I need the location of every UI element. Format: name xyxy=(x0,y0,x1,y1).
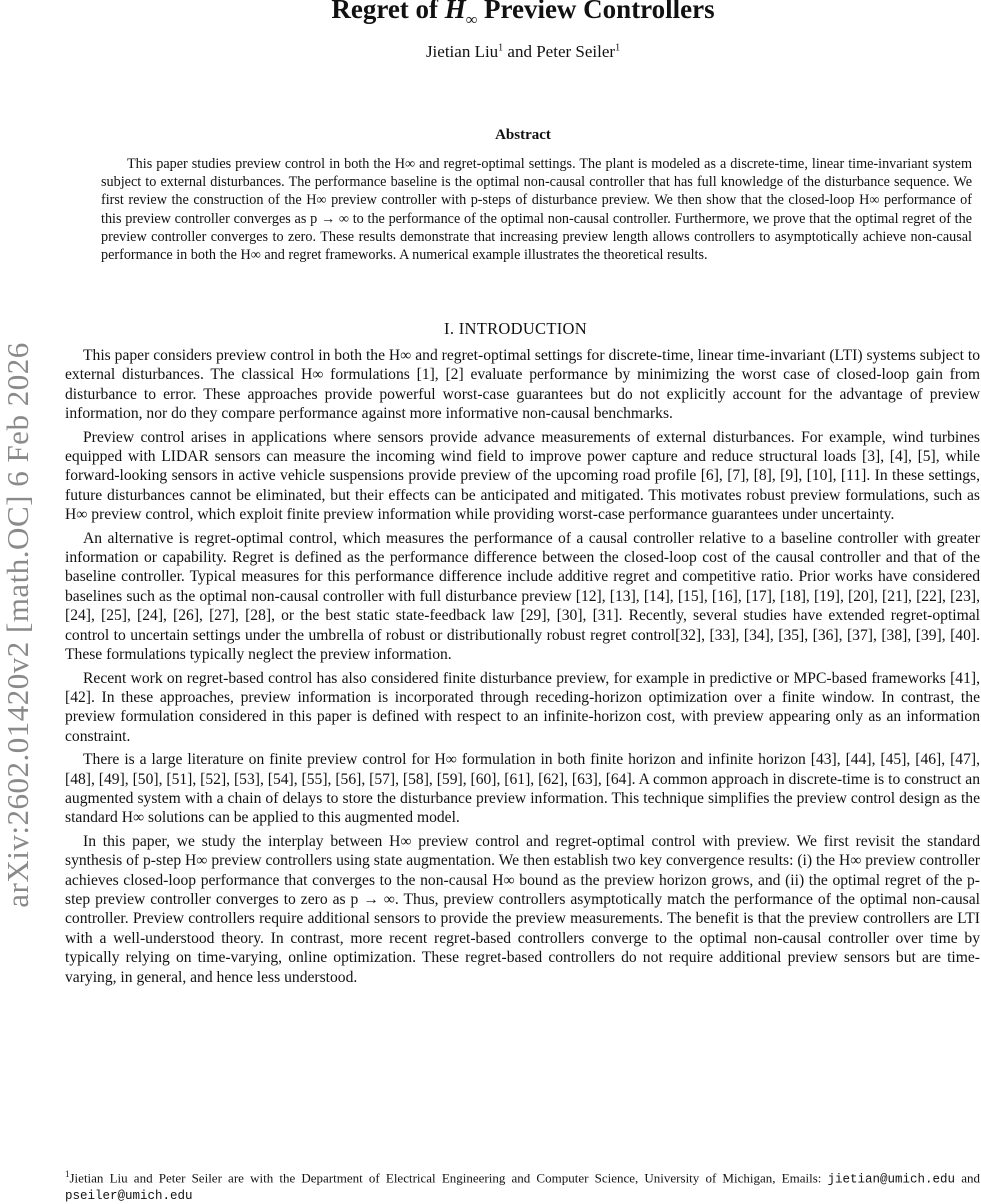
title-part1: Regret of xyxy=(331,0,445,24)
email-link-1[interactable]: jietian@umich.edu xyxy=(827,1172,956,1187)
footnote-mark: 1 xyxy=(65,1169,70,1179)
paragraph-6: In this paper, we study the interplay between H∞ preview control and regret-optimal control with preview. We first revisit the standard synthesis of p-step H∞ preview controllers using state augmentation. We then establish two key convergence results: (i) the H∞ preview controller achieves closed-loop performance that converges to the non-causal H∞ bound as the preview horizon grows, and (ii) the optimal regret of the p-step preview controller converges to zero as p → ∞. Thus, preview controllers asymptotically match the performance of the optimal non-causal controller. Preview controllers require additional sensors to provide the preview measurements. The benefit is that the preview controllers are LTI with a well-understood theory. In contrast, more recent regret-based controllers converge to the optimal non-causal controller over time by typically relying on time-varying, online optimization. These regret-based controllers do not require additional preview sensors but are time-varying, in general, and hence less understood. xyxy=(65,832,980,986)
paragraph-4: Recent work on regret-based control has also considered finite disturbance preview, for example in predictive or MPC-based frameworks [41], [42]. In these approaches, preview information is incorporated through receding-horizon optimization over a finite window. In contrast, the preview formulation considered in this paper is defined with respect to an infinite-horizon cost, with preview appearing only as an information constraint. xyxy=(65,669,980,745)
title-math-subscript: ∞ xyxy=(465,11,478,29)
footnote-text: Jietian Liu and Peter Seiler are with the Department of Electrical Engineering and Computer Science, University of Michigan, Emails: xyxy=(69,1170,828,1186)
arxiv-sidebar xyxy=(0,290,38,960)
arxiv-identifier: arXiv:2602.01420v2 [math.OC] 6 Feb 2026 xyxy=(0,342,35,908)
footnote-conjunction: and xyxy=(955,1170,980,1186)
paragraph-1: This paper considers preview control in both the H∞ and regret-optimal settings for discrete-time, linear time-invariant (LTI) systems subject to external disturbances. The classical H∞ formulations [1], [2] evaluate performance by minimizing the worst case of closed-loop gain from disturbance to error. These approaches provide powerful worst-case guarantees but do not explicitly account for the advantage of preview information, nor do they compare performance against more informative non-causal benchmarks. xyxy=(65,347,980,423)
abstract-heading: Abstract xyxy=(495,127,551,143)
footnote xyxy=(65,1166,980,1204)
introduction-body xyxy=(65,346,980,991)
paragraph-2: Preview control arises in applications where sensors provide advance measurements of external disturbances. For example, wind turbines equipped with LIDAR sensors can measure the incoming wind field to improve power capture and reduce structural loads [3], [4], [5], while forward-looking sensors in active vehicle suspensions provide preview of the upcoming road profile [6], [7], [8], [9], [10], [11]. In these settings, future disturbances cannot be eliminated, but their effects can be anticipated and mitigated. This motivates robust preview formulations, such as H∞ preview control, which exploit finite preview information while providing worst-case performance guarantees under uncertainty. xyxy=(65,428,980,524)
author-2: Peter Seiler xyxy=(536,42,616,61)
paragraph-5: There is a large literature on finite preview control for H∞ formulation in both finite horizon and infinite horizon [43], [44], [45], [46], [47], [48], [49], [50], [51], [52], [53], [54], [55], [56], [57], [58], [59], [60], [61], [62], [63], [64]. A common approach in discrete-time is to construct an augmented system with a chain of delays to store the disturbance preview information. This technique simplifies the preview control design as the standard H∞ solutions can be applied to this augmented model. xyxy=(65,751,980,827)
affiliation-mark-1: 1 xyxy=(498,42,504,54)
author-list xyxy=(0,42,981,62)
author-conjunction: and xyxy=(503,42,537,61)
affiliation-mark-2: 1 xyxy=(615,42,621,54)
email-link-2[interactable]: pseiler@umich.edu xyxy=(65,1189,193,1204)
paragraph-3: An alternative is regret-optimal control, which measures the performance of a causal controller relative to a baseline controller with greater information or capability. Regret is defined as the performance difference between the closed-loop cost of the causal controller and that of the baseline controller. Typical measures for this performance difference include additive regret and competitive ratio. Prior works have considered baselines such as the optimal non-causal controller with full disturbance preview [12], [13], [14], [15], [16], [17], [18], [19], [20], [21], [22], [23], [24], [25], [24], [26], [27], [28], or the best static state-feedback law [29], [30], [31]. Recently, several studies have extended regret-optimal control to uncertain settings under the umbrella of robust or distributionally robust regret control[32], [33], [34], [35], [36], [37], [38], [39], [40]. These formulations typically neglect the preview information. xyxy=(65,529,980,664)
title-math-symbol: H xyxy=(444,0,466,24)
author-1: Jietian Liu xyxy=(425,42,499,61)
title-part2: Preview Controllers xyxy=(477,0,715,24)
section-heading-introduction: I. INTRODUCTION xyxy=(444,319,587,338)
abstract-text: This paper studies preview control in both the H∞ and regret-optimal settings. The plant is modeled as a discrete-time, linear time-invariant system subject to external disturbances. The performance baseline is the optimal non-causal controller that has full knowledge of the disturbance sequence. We first review the construction of the H∞ preview controller with p-steps of disturbance preview. We then show that the closed-loop H∞ performance of this preview controller converges as p → ∞ to the performance of the optimal non-causal controller. Furthermore, we prove that the optimal regret of the preview controller converges to zero. These results demonstrate that increasing preview length allows controllers to asymptotically achieve non-causal performance in both the H∞ and regret frameworks. A numerical example illustrates the theoretical results. xyxy=(101,156,972,264)
paper-title xyxy=(0,0,981,29)
